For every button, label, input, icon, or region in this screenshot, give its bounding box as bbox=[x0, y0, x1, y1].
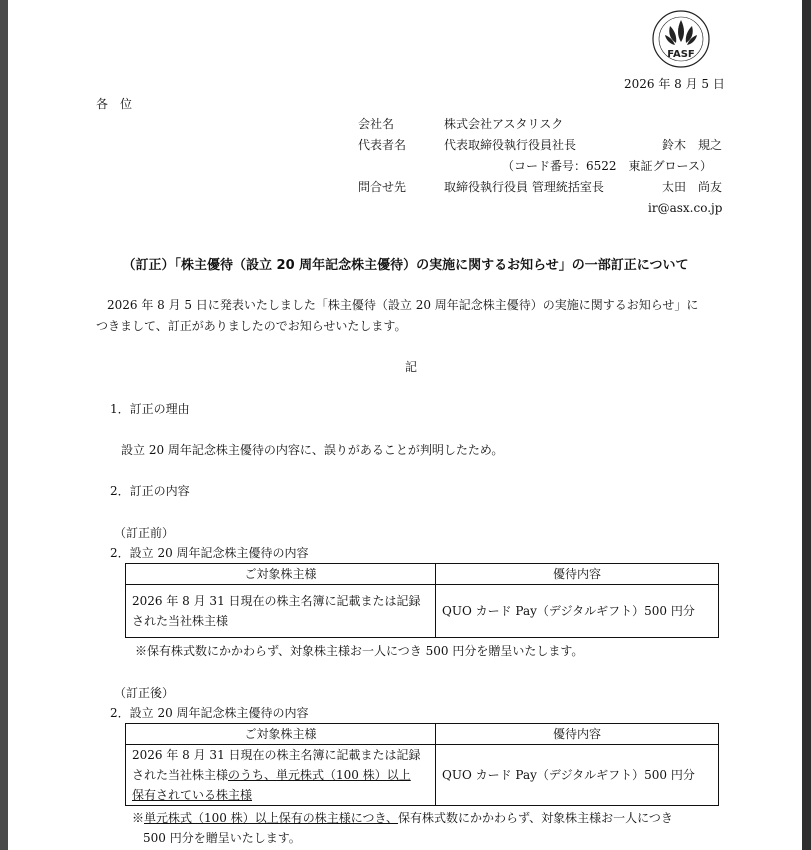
contact-label: 問合せ先 bbox=[358, 180, 407, 194]
intro-line-1: 2026 年 8 月 5 日に発表いたしました「株主優待（設立 20 周年記念株主優待）の実施に関するお知らせ」に bbox=[107, 298, 699, 312]
section-1-heading: 1．訂正の理由 bbox=[110, 402, 190, 416]
representative-label: 代表者名 bbox=[358, 138, 407, 152]
header-target-shareholders: ご対象株主様 bbox=[126, 564, 436, 585]
before-subheading: 2．設立 20 周年記念株主優待の内容 bbox=[110, 546, 309, 560]
target-line-2: された当社株主様 bbox=[132, 614, 229, 628]
header-benefit: 優待内容 bbox=[436, 564, 719, 585]
note-prefix: ※ bbox=[132, 811, 145, 825]
target-line-2-correction: のうち、単元株式（100 株）以上 bbox=[228, 768, 411, 782]
target-line-3-correction: 保有されている株主様 bbox=[132, 788, 253, 802]
document-title: （訂正）「株主優待（設立 20 周年記念株主優待）の実施に関するお知らせ」の一部訂正について bbox=[122, 258, 689, 273]
date: 2026 年 8 月 5 日 bbox=[624, 77, 725, 91]
after-table bbox=[125, 723, 719, 806]
contact-title: 取締役執行役員 管理統括室長 bbox=[444, 180, 604, 194]
after-subheading: 2．設立 20 周年記念株主優待の内容 bbox=[110, 706, 309, 720]
target-cell bbox=[126, 745, 436, 806]
company-name: 株式会社アスタリスク bbox=[444, 117, 564, 131]
target-line-1: 2026 年 8 月 31 日現在の株主名簿に記載または記録 bbox=[132, 748, 421, 762]
contact-email: ir@asx.co.jp bbox=[648, 201, 723, 215]
company-name-label: 会社名 bbox=[358, 117, 395, 131]
fasf-logo bbox=[652, 10, 710, 68]
section-2-heading: 2．訂正の内容 bbox=[110, 484, 190, 498]
viewer-right-edge bbox=[802, 0, 811, 850]
target-cell bbox=[126, 585, 436, 638]
viewer-left-edge bbox=[0, 0, 8, 850]
before-table bbox=[125, 563, 719, 638]
representative-name: 鈴木 規之 bbox=[662, 138, 723, 152]
intro-line-2: つきまして、訂正がありましたのでお知らせいたします。 bbox=[96, 319, 407, 333]
target-line-1: 2026 年 8 月 31 日現在の株主名簿に記載または記録 bbox=[132, 594, 421, 608]
section-1-body: 設立 20 周年記念株主優待の内容に、誤りがあることが判明したため。 bbox=[121, 443, 504, 457]
representative-title: 代表取締役執行役員社長 bbox=[444, 138, 577, 152]
after-label: （訂正後） bbox=[114, 686, 175, 700]
logo-text: FASF bbox=[667, 49, 695, 60]
table-row bbox=[126, 585, 719, 638]
target-line-2-plain: された当社株主様 bbox=[132, 768, 229, 782]
addressee: 各 位 bbox=[96, 97, 133, 111]
header-target-shareholders: ご対象株主様 bbox=[126, 724, 436, 745]
before-note: ※保有株式数にかかわらず、対象株主様お一人につき 500 円分を贈呈いたします。 bbox=[135, 644, 584, 658]
table-header-row bbox=[126, 564, 719, 585]
before-label: （訂正前） bbox=[114, 526, 175, 540]
benefit-cell: QUO カード Pay（デジタルギフト）500 円分 bbox=[436, 585, 719, 638]
ki-marker: 記 bbox=[405, 360, 418, 374]
contact-name: 太田 尚友 bbox=[662, 180, 723, 194]
header-benefit: 優待内容 bbox=[436, 724, 719, 745]
note-rest: 保有株式数にかかわらず、対象株主様お一人につき bbox=[398, 811, 673, 825]
after-note-line-2: 500 円分を贈呈いたします。 bbox=[143, 831, 301, 845]
target-line-2 bbox=[132, 765, 429, 785]
table-header-row bbox=[126, 724, 719, 745]
after-note-line-1 bbox=[132, 810, 673, 826]
stock-code: （コード番号：6522 東証グロース） bbox=[502, 159, 712, 173]
note-correction: 単元株式（100 株）以上保有の株主様につき、 bbox=[144, 811, 399, 825]
table-row bbox=[126, 745, 719, 806]
benefit-cell: QUO カード Pay（デジタルギフト）500 円分 bbox=[436, 745, 719, 806]
